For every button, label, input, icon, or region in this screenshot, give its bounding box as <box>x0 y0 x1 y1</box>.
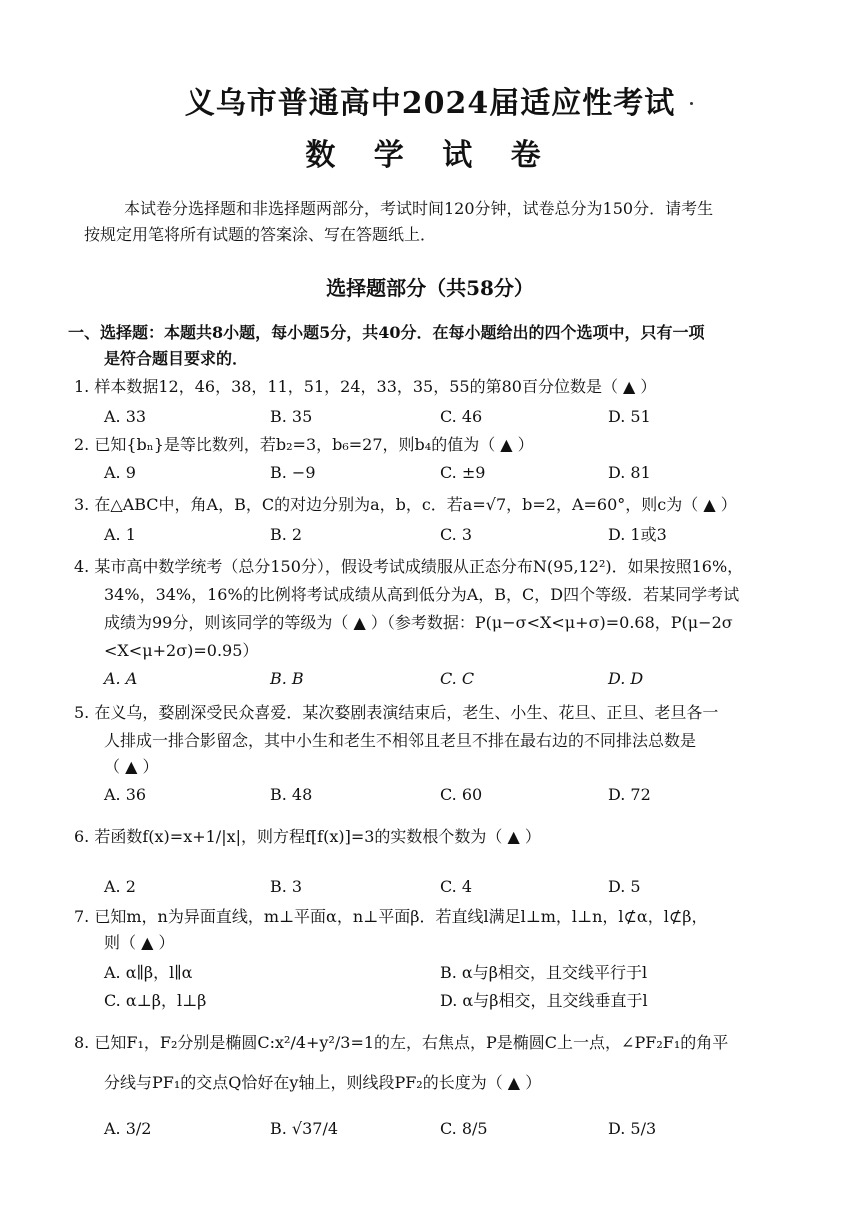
q2-option-b: B. −9 <box>270 463 316 482</box>
q8-option-c: C. 8/5 <box>440 1119 488 1138</box>
q5-option-c: C. 60 <box>440 785 483 804</box>
q3-stem: 3. 在△ABC中，角A，B，C的对边分别为a，b，c．若a=√7，b=2，A=60°，则c为（ ▲ ） <box>74 495 737 514</box>
q4-option-c: C. C <box>440 669 475 688</box>
q6-stem: 6. 若函数f(x)=x+1/|x|，则方程f[f(x)]=3的实数根个数为（ ▲ ） <box>74 827 541 846</box>
q7-option-b: B. α与β相交，且交线平行于l <box>440 963 648 982</box>
q5-option-d: D. 72 <box>608 785 651 804</box>
q3-option-b: B. 2 <box>270 525 303 544</box>
q6-option-a: A. 2 <box>104 877 136 896</box>
q4-stem-4: <X<μ+2σ)=0.95） <box>104 641 259 660</box>
q5-option-b: B. 48 <box>270 785 313 804</box>
q8-option-a: A. 3/2 <box>104 1119 152 1138</box>
q5-option-a: A. 36 <box>104 785 147 804</box>
q7-option-a: A. α∥β，l∥α <box>104 963 193 982</box>
stray-dot <box>690 102 693 105</box>
q2-option-d: D. 81 <box>608 463 651 482</box>
q4-stem-2: 34%，34%，16%的比例将考试成绩从高到低分为A，B，C，D四个等级．若某同学考试 <box>104 585 740 604</box>
q3-option-d: D. 1或3 <box>608 525 667 544</box>
q6-option-c: C. 4 <box>440 877 473 896</box>
q7-option-d: D. α与β相交，且交线垂直于l <box>440 991 648 1010</box>
q3-option-a: A. 1 <box>104 525 136 544</box>
q5-stem-3: （ ▲ ） <box>104 757 159 776</box>
intro-line-1: 本试卷分选择题和非选择题两部分，考试时间120分钟，试卷总分为150分．请考生 <box>124 199 714 218</box>
section-title: 选择题部分（共58分） <box>326 276 534 300</box>
q4-option-d: D. D <box>608 669 644 688</box>
q7-stem-1: 7. 已知m，n为异面直线，m⊥平面α，n⊥平面β．若直线l满足l⊥m，l⊥n，l⊄α，l⊄β， <box>74 907 708 926</box>
q1-stem: 1. 样本数据12，46，38，11，51，24，33，35，55的第80百分位数是（ ▲ ） <box>74 377 657 396</box>
q5-stem-1: 5. 在义乌，婺剧深受民众喜爱．某次婺剧表演结束后，老生、小生、花旦、正旦、老旦各一 <box>74 703 719 722</box>
q6-option-b: B. 3 <box>270 877 303 896</box>
q8-stem-2: 分线与PF₁的交点Q恰好在y轴上，则线段PF₂的长度为（ ▲ ） <box>104 1073 542 1092</box>
q6-option-d: D. 5 <box>608 877 641 896</box>
q1-option-a: A. 33 <box>104 407 147 426</box>
q3-option-c: C. 3 <box>440 525 473 544</box>
q4-stem-1: 4. 某市高中数学统考（总分150分），假设考试成绩服从正态分布N(95,12²)．如果按照16%， <box>74 557 744 576</box>
q4-option-b: B. B <box>270 669 304 688</box>
q5-stem-2: 人排成一排合影留念，其中小生和老生不相邻且老旦不排在最右边的不同排法总数是 <box>104 731 697 750</box>
q8-option-b: B. √37/4 <box>270 1119 339 1138</box>
q7-stem-2: 则（ ▲ ） <box>104 933 175 952</box>
part-instructions-2: 是符合题目要求的． <box>104 349 249 368</box>
q2-option-c: C. ±9 <box>440 463 486 482</box>
exam-title: 义乌市普通高中2024届适应性考试 <box>184 86 676 121</box>
part-instructions-1: 一、选择题：本题共8小题，每小题5分，共40分．在每小题给出的四个选项中，只有一项 <box>68 323 705 342</box>
q8-stem-1: 8. 已知F₁，F₂分别是椭圆C:x²/4+y²/3=1的左，右焦点，P是椭圆C上一点，∠PF₂F₁的角平 <box>74 1033 729 1052</box>
intro-line-2: 按规定用笔将所有试题的答案涂、写在答题纸上． <box>84 225 437 244</box>
exam-subtitle: 数 学 试 卷 <box>305 138 555 173</box>
q7-option-c: C. α⊥β，l⊥β <box>104 991 207 1010</box>
q4-option-a: A. A <box>104 669 138 688</box>
q2-stem: 2. 已知{bₙ}是等比数列，若b₂=3，b₆=27，则b₄的值为（ ▲ ） <box>74 435 534 454</box>
q8-option-d: D. 5/3 <box>608 1119 657 1138</box>
q1-option-c: C. 46 <box>440 407 483 426</box>
q2-option-a: A. 9 <box>104 463 136 482</box>
q1-option-b: B. 35 <box>270 407 313 426</box>
q1-option-d: D. 51 <box>608 407 651 426</box>
q4-stem-3: 成绩为99分，则该同学的等级为（ ▲ ）（参考数据：P(μ−σ<X<μ+σ)=0.68，P(μ−2σ <box>104 613 733 632</box>
